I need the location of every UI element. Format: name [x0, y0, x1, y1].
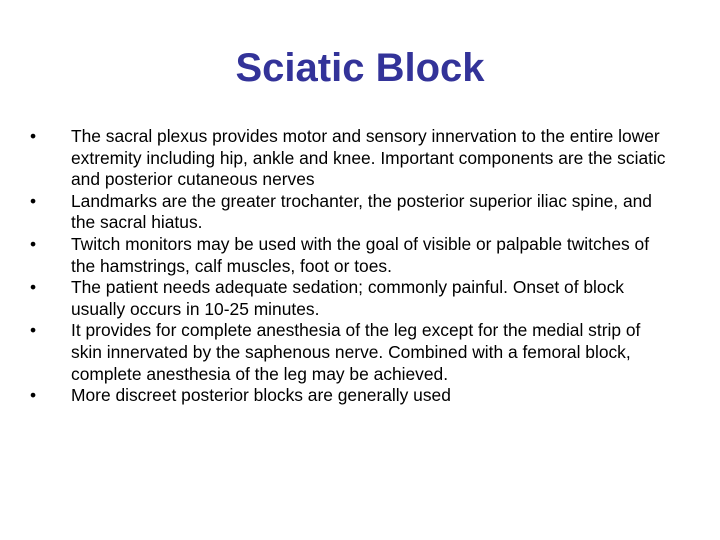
bullet-text: The patient needs adequate sedation; commonly painful. Onset of block usually occurs in 10-25 minutes.	[71, 277, 624, 319]
slide-title: Sciatic Block	[235, 46, 485, 90]
bullet-item	[24, 385, 672, 407]
bullet-item	[24, 126, 672, 191]
bullet-marker: •	[30, 190, 37, 211]
bullet-text: More discreet posterior blocks are generally used	[71, 385, 451, 406]
bullet-item	[24, 234, 672, 277]
bullet-text: It provides for complete anesthesia of the leg except for the medial strip of skin innervated by the saphenous nerve. Combined with a femoral block, complete anesthesia of the leg may be achieved.	[71, 320, 641, 384]
bullet-marker: •	[30, 385, 37, 406]
bullet-marker: •	[30, 126, 37, 146]
bullet-item	[24, 277, 672, 320]
bullet-text: The sacral plexus provides motor and sensory innervation to the entire lower extremity including hip, ankle and knee. Important components are the sciatic and posterior cutaneous nerves	[71, 126, 666, 190]
bullet-marker: •	[30, 233, 37, 254]
bullet-text: Landmarks are the greater trochanter, the posterior superior iliac spine, and the sacral hiatus.	[71, 190, 652, 233]
bullet-text: Twitch monitors may be used with the goal of visible or palpable twitches of the hamstrings, calf muscles, foot or toes.	[71, 233, 650, 276]
bullet-item	[24, 191, 672, 234]
bullet-marker: •	[30, 320, 37, 341]
bullet-item	[24, 320, 672, 385]
bullet-list	[24, 126, 672, 407]
bullet-marker: •	[30, 277, 37, 298]
